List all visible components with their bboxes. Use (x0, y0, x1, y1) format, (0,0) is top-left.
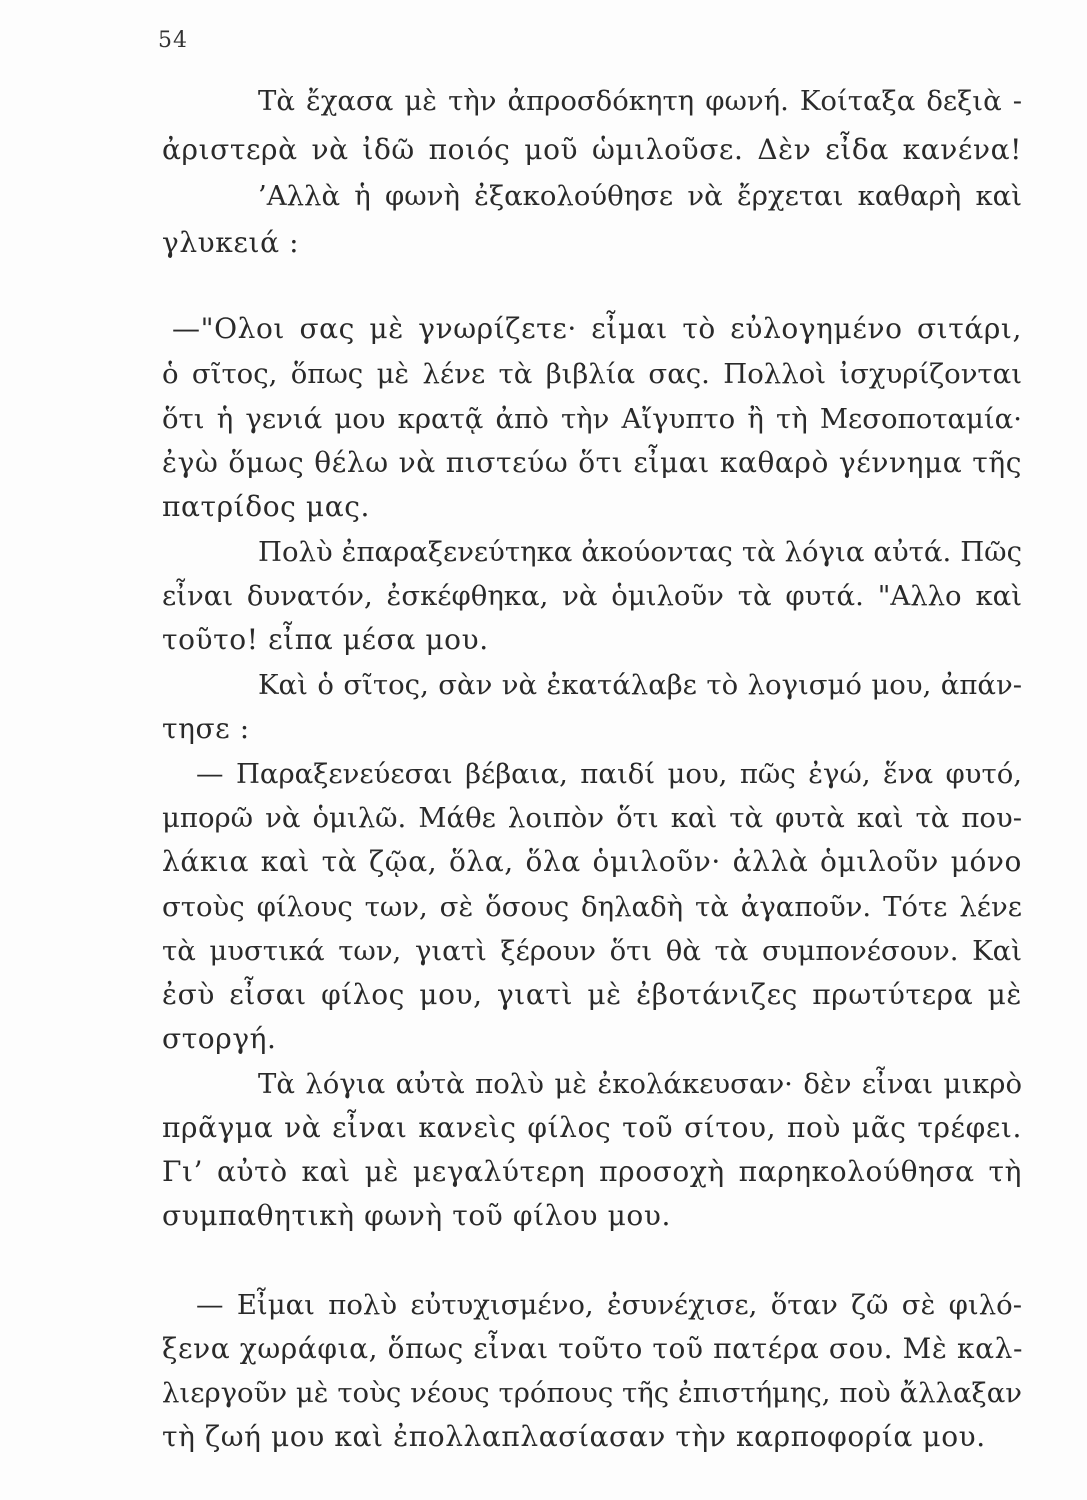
page-number: 54 (158, 28, 188, 53)
text-line: τὰ μυστικά των, γιατὶ ξέρουν ὅτι θὰ τὰ συμπονέσουν. Καὶ (162, 935, 1022, 967)
text-line: συμπαθητικὴ φωνὴ τοῦ φίλου μου. (162, 1199, 672, 1232)
text-line: Πολὺ ἐπαραξενεύτηκα ἀκούοντας τὰ λόγια αὐτά. Πῶς (258, 536, 1022, 568)
text-line: ’Αλλὰ ἡ φωνὴ ἐξακολούθησε νὰ ἔρχεται καθαρὴ καὶ (258, 180, 1022, 212)
text-line: —"Ολοι σας μὲ γνωρίζετε· εἶμαι τὸ εὐλογημένο σιτάρι, (172, 312, 1022, 345)
text-line: — Εἶμαι πολὺ εὐτυχισμένο, ἐσυνέχισε, ὅταν ζῶ σὲ φιλό- (196, 1289, 1022, 1321)
text-line: Τὰ λόγια αὐτὰ πολὺ μὲ ἐκολάκευσαν· δὲν εἶναι μικρὸ (258, 1068, 1022, 1100)
text-line: ἐγὼ ὅμως θέλω νὰ πιστεύω ὅτι εἶμαι καθαρὸ γέννημα τῆς (162, 446, 1022, 479)
text-line: Τὰ ἔχασα μὲ τὴν ἀπροσδόκητη φωνή. Κοίταξα δεξιὰ - (258, 85, 1022, 117)
text-line: λάκια καὶ τὰ ζῷα, ὅλα, ὅλα ὁμιλοῦν· ἀλλὰ ὁμιλοῦν μόνο (162, 845, 1022, 878)
text-line: Καὶ ὁ σῖτος, σὰν νὰ ἐκατάλαβε τὸ λογισμό μου, ἀπάν- (258, 669, 1022, 701)
text-line: ἀριστερὰ νὰ ἰδῶ ποιός μοῦ ὡμιλοῦσε. Δὲν εἶδα κανένα! (162, 133, 1022, 166)
text-line: στοργή. (162, 1022, 277, 1055)
text-line: Γι’ αὐτὸ καὶ μὲ μεγαλύτερη προσοχὴ παρηκολούθησα τὴ (162, 1155, 1022, 1188)
text-line: πρᾶγμα νὰ εἶναι κανεὶς φίλος τοῦ σίτου, ποὺ μᾶς τρέφει. (162, 1111, 1022, 1144)
text-line: μπορῶ νὰ ὁμιλῶ. Μάθε λοιπὸν ὅτι καὶ τὰ φυτὰ καὶ τὰ που- (162, 802, 1022, 834)
text-line: — Παραξενεύεσαι βέβαια, παιδί μου, πῶς ἐγώ, ἕνα φυτό, (196, 758, 1022, 790)
text-line: λιεργοῦν μὲ τοὺς νέους τρόπους τῆς ἐπιστήμης, ποὺ ἄλλαξαν (162, 1377, 1022, 1409)
text-line: τησε : (162, 712, 250, 745)
text-line: ἐσὺ εἶσαι φίλος μου, γιατὶ μὲ ἐβοτάνιζες πρωτύτερα μὲ (162, 978, 1022, 1011)
text-line: τοῦτο! εἶπα μέσα μου. (162, 623, 489, 656)
text-line: ὅτι ἡ γενιά μου κρατᾷ ἀπὸ τὴν Αἴγυπτο ἢ τὴ Μεσοποταμία· (162, 403, 1022, 435)
text-line: εἶναι δυνατόν, ἐσκέφθηκα, νὰ ὁμιλοῦν τὰ φυτά. "Αλλο καὶ (162, 580, 1022, 612)
text-line: ξενα χωράφια, ὅπως εἶναι τοῦτο τοῦ πατέρα σου. Μὲ καλ- (162, 1332, 1024, 1365)
text-line: ὁ σῖτος, ὅπως μὲ λένε τὰ βιβλία σας. Πολλοὶ ἰσχυρίζονται (162, 358, 1022, 390)
text-line: γλυκειά : (162, 226, 300, 259)
text-line: τὴ ζωή μου καὶ ἐπολλαπλασίασαν τὴν καρποφορία μου. (162, 1420, 986, 1453)
text-line: πατρίδος μας. (162, 490, 371, 523)
text-line: στοὺς φίλους των, σὲ ὅσους δηλαδὴ τὰ ἀγαποῦν. Τότε λένε (162, 891, 1022, 923)
